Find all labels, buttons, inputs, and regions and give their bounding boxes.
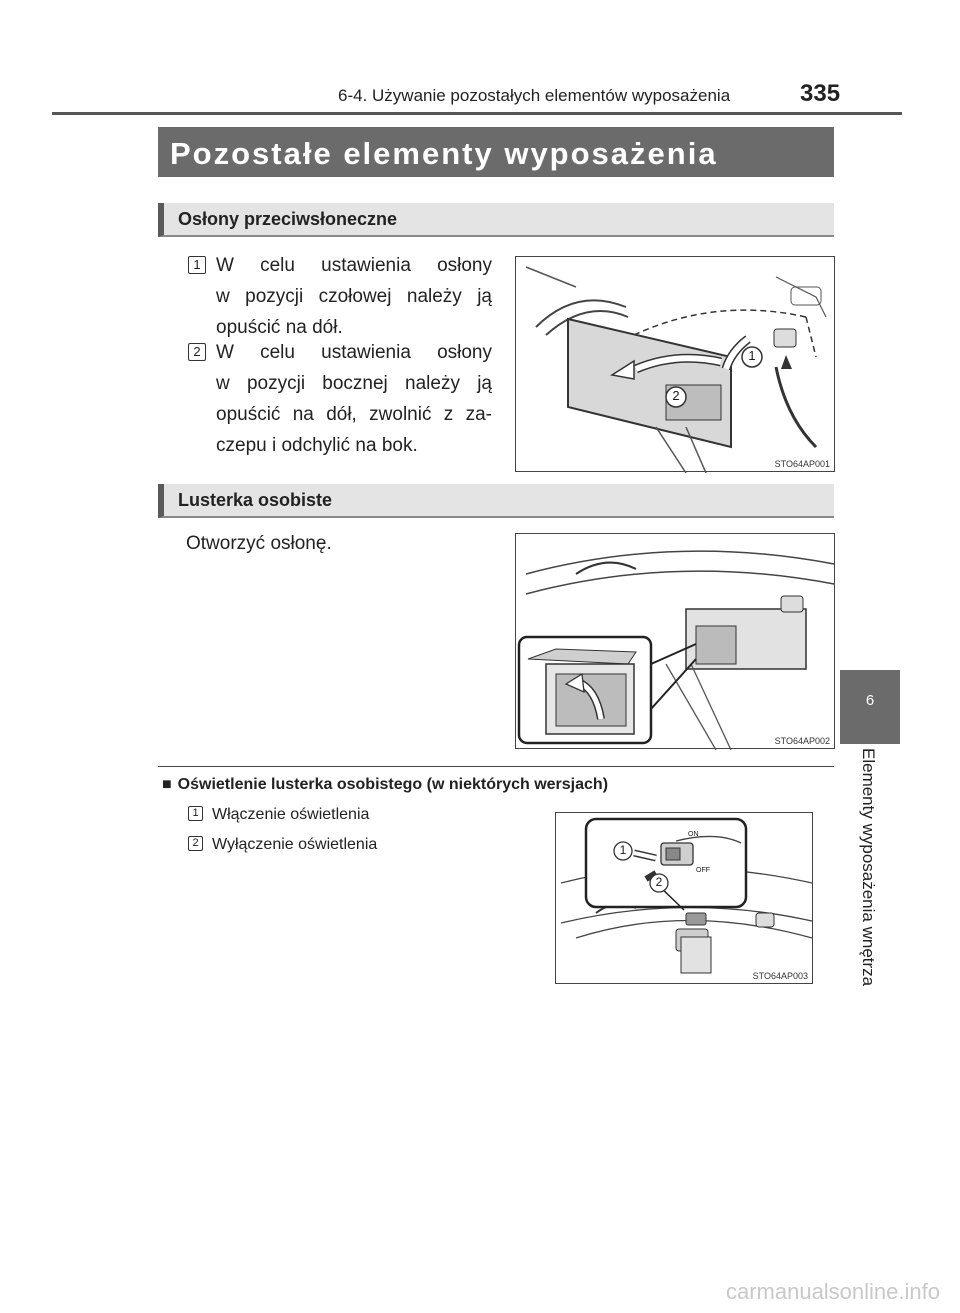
step-2-line: czepu i odchylić na bok. — [216, 435, 418, 456]
figure-vanity-mirror — [515, 533, 835, 749]
chapter-tab — [840, 670, 900, 744]
watermark: carmanualsonline.info — [725, 1279, 940, 1304]
item-light-off: Wyłączenie oświetlenia — [212, 836, 378, 853]
chapter-side-title — [858, 748, 886, 1023]
subsection-rule — [158, 766, 834, 767]
switch-label-off: OFF — [696, 867, 710, 874]
step-1-line: W celu ustawienia osłony — [216, 255, 492, 276]
page-number: 335 — [800, 80, 841, 107]
section-heading-label: Lusterka osobiste — [178, 490, 333, 510]
subsection-heading — [162, 776, 608, 794]
mirror-light-illustration — [556, 813, 814, 985]
switch-label-on: ON — [688, 831, 699, 838]
header-rule — [52, 112, 902, 115]
page-title-bar — [158, 127, 834, 177]
callout-2: 2 — [672, 388, 680, 403]
item-number-2: 2 — [188, 836, 203, 851]
section-heading-sun-visors — [158, 203, 834, 237]
step-2-line: opuścić na dół, zwolnić z za- — [216, 404, 492, 425]
running-header-title: 6-4. Używanie pozostałych elementów wyposażenia — [338, 86, 731, 105]
callout-1: 1 — [748, 348, 756, 363]
step-number-2: 2 — [188, 343, 206, 361]
bullet-square-icon: ■ — [162, 776, 172, 793]
step-2-line: W celu ustawienia osłony — [216, 342, 492, 363]
chapter-title: Elementy wyposażenia wnętrza — [859, 748, 878, 987]
step-2-text — [216, 337, 492, 461]
callout-2: 2 — [655, 875, 663, 889]
subsection-heading-label: Oświetlenie lusterka osobistego (w niektórych wersjach) — [177, 776, 609, 793]
sun-visor-illustration — [516, 257, 836, 473]
item-number-1: 1 — [188, 806, 203, 821]
step-number-1: 1 — [188, 256, 206, 274]
step-1-text — [216, 250, 492, 343]
step-1-line: w pozycji czołowej należy ją — [216, 286, 492, 307]
figure-sun-visor — [515, 256, 835, 472]
section-heading-vanity-mirrors — [158, 484, 834, 518]
section-heading-label: Osłony przeciwsłoneczne — [178, 209, 398, 229]
figure-mirror-light-switch — [555, 812, 813, 984]
step-2-line: w pozycji bocznej należy ją — [216, 373, 492, 394]
page-title: Pozostałe elementy wyposażenia — [170, 136, 718, 171]
figure-code: STO64AP002 — [774, 736, 830, 746]
figure-code: STO64AP003 — [752, 971, 808, 981]
chapter-number: 6 — [865, 692, 875, 709]
vanity-mirror-illustration — [516, 534, 836, 750]
instruction-open-cover: Otworzyć osłonę. — [186, 533, 332, 554]
item-light-on: Włączenie oświetlenia — [212, 806, 370, 823]
callout-1: 1 — [619, 843, 627, 857]
step-1-line: opuścić na dół. — [216, 317, 343, 338]
figure-code: STO64AP001 — [774, 459, 830, 469]
